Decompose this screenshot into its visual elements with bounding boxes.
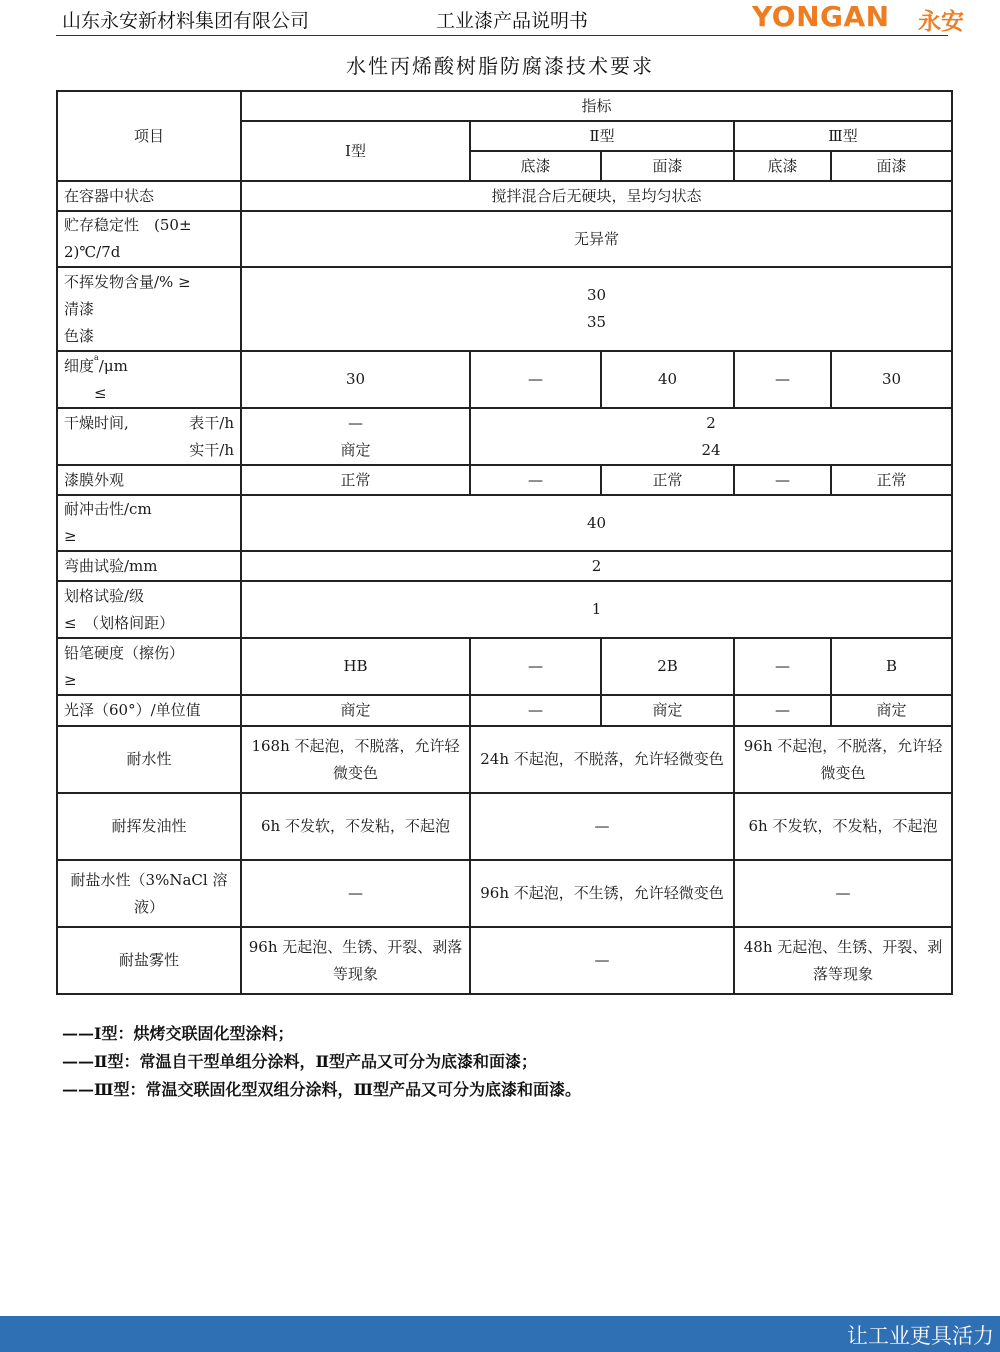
brand-logo-chinese: 永安: [918, 9, 964, 35]
row-label-sub: 实干/h: [189, 440, 234, 459]
brand-logo: YONGAN: [752, 0, 890, 33]
cell-type2-primer: —: [470, 351, 601, 408]
cell-line: 2: [706, 413, 716, 432]
cell-type3-primer: —: [734, 695, 831, 726]
cell-type3-primer: —: [734, 638, 831, 695]
row-label-text: 干燥时间,: [64, 413, 129, 432]
cell-type2: 96h 不起泡，不生锈，允许轻微变色: [470, 860, 734, 927]
cell-type3: 6h 不发软，不发粘，不起泡: [734, 793, 952, 860]
table-row: [57, 465, 952, 495]
row-label-line: 色漆: [64, 326, 95, 345]
cell-type2: —: [470, 793, 734, 860]
row-label-line: [64, 410, 234, 437]
note-line: ——Ⅰ型：烘烤交联固化型涂料；: [62, 1024, 294, 1043]
footer-bar: [0, 1316, 1000, 1352]
cell-type1: —: [241, 860, 470, 927]
row-label: [57, 267, 241, 351]
table-row: [57, 638, 952, 695]
table-row: [57, 927, 952, 994]
row-label: 光泽（60°）/单位值: [57, 695, 241, 726]
note-line: ——Ⅲ型：常温交联固化型双组分涂料，Ⅲ型产品又可分为底漆和面漆。: [62, 1080, 581, 1099]
row-value: [241, 267, 952, 351]
cell-type2-topcoat: 正常: [601, 465, 734, 495]
table-row: [57, 860, 952, 927]
table-row: [57, 408, 952, 465]
row-label-line: 铅笔硬度（擦伤）: [64, 643, 185, 662]
row-label-line: 2)℃/7d: [64, 243, 121, 261]
row-value: 无异常: [241, 211, 952, 267]
type-notes: [62, 1020, 581, 1104]
document-type: 工业漆产品说明书: [436, 10, 589, 32]
cell-type1: 168h 不起泡，不脱落，允许轻微变色: [241, 726, 470, 793]
row-label-line: 贮存稳定性 (50±: [64, 216, 192, 234]
cell-type1: [241, 408, 470, 465]
row-label: 耐挥发油性: [57, 793, 241, 860]
cell-type3: 96h 不起泡，不脱落，允许轻微变色: [734, 726, 952, 793]
company-name: 山东永安新材料集团有限公司: [62, 10, 310, 32]
footer-slogan: 让工业更具活力: [847, 1324, 994, 1348]
cell-type3-topcoat: 30: [831, 351, 952, 408]
row-label: 弯曲试验/mm: [57, 551, 241, 581]
cell-type3-primer: —: [734, 465, 831, 495]
row-label-line: 不挥发物含量/% ≥: [64, 272, 191, 291]
table-row: [57, 551, 952, 581]
row-label: [57, 495, 241, 551]
header-type3-topcoat: 面漆: [831, 151, 952, 181]
row-value-line: 35: [586, 313, 607, 331]
table-row: [57, 211, 952, 267]
header-type2-topcoat: 面漆: [601, 151, 734, 181]
cell-type3: 48h 无起泡、生锈、开裂、剥落等现象: [734, 927, 952, 994]
cell-type3-topcoat: 商定: [831, 695, 952, 726]
cell-type2-type3: [470, 408, 952, 465]
row-label: [57, 351, 241, 408]
row-label-text: 细度: [64, 356, 95, 375]
row-label-line: 划格试验/级: [64, 586, 145, 605]
row-label-line: ≤ （划格间距）: [64, 613, 175, 632]
row-value-line: 30: [586, 286, 607, 304]
row-label-unit: /μm: [98, 356, 128, 375]
header-type2-primer: 底漆: [470, 151, 601, 181]
row-label: [57, 581, 241, 638]
cell-type3-primer: —: [734, 351, 831, 408]
row-value: 2: [241, 551, 952, 581]
row-label-line: ≥: [64, 670, 77, 689]
footnote-marker: a: [94, 352, 99, 362]
row-label: 耐盐水性（3%NaCl 溶液）: [57, 860, 241, 927]
row-label: 漆膜外观: [57, 465, 241, 495]
table-row: [57, 793, 952, 860]
cell-line: 24: [701, 440, 721, 459]
row-label: [57, 638, 241, 695]
header-indicator: 指标: [241, 91, 952, 121]
table-row: [57, 181, 952, 211]
page-title: 水性丙烯酸树脂防腐漆技术要求: [346, 54, 654, 78]
cell-type2-topcoat: 商定: [601, 695, 734, 726]
header-type1: Ⅰ型: [241, 121, 470, 181]
row-label: 在容器中状态: [57, 181, 241, 211]
cell-type2-topcoat: 40: [601, 351, 734, 408]
cell-type3: —: [734, 860, 952, 927]
header-item: 项目: [57, 91, 241, 181]
cell-line: 商定: [340, 440, 371, 459]
row-label: 耐盐雾性: [57, 927, 241, 994]
note-line: ——Ⅱ型：常温自干型单组分涂料，Ⅱ型产品又可分为底漆和面漆；: [62, 1052, 537, 1071]
cell-type3-topcoat: B: [831, 638, 952, 695]
header-type2: Ⅱ型: [470, 121, 734, 151]
row-label-sub: 表干/h: [189, 413, 234, 432]
cell-type2-primer: —: [470, 638, 601, 695]
cell-type1: HB: [241, 638, 470, 695]
header-divider: [56, 35, 948, 36]
table-header-row: [57, 91, 952, 121]
row-value: 40: [241, 495, 952, 551]
row-label-line: 清漆: [64, 299, 95, 318]
row-label-line: 耐冲击性/cm: [64, 500, 152, 518]
cell-type1: 96h 无起泡、生锈、开裂、剥落等现象: [241, 927, 470, 994]
row-label-line: ≤: [94, 383, 107, 402]
row-label: [57, 408, 241, 465]
page-header: [0, 0, 1000, 40]
table-row: [57, 695, 952, 726]
table-row: [57, 581, 952, 638]
header-type3-primer: 底漆: [734, 151, 831, 181]
row-label: 耐水性: [57, 726, 241, 793]
table-row: [57, 495, 952, 551]
table-row: [57, 267, 952, 351]
cell-type1: 6h 不发软，不发粘，不起泡: [241, 793, 470, 860]
spec-table: [56, 90, 953, 995]
cell-type2-topcoat: 2B: [601, 638, 734, 695]
cell-type2-primer: —: [470, 695, 601, 726]
cell-type2-primer: —: [470, 465, 601, 495]
cell-line: —: [348, 413, 363, 432]
row-label: [57, 211, 241, 267]
table-row: [57, 351, 952, 408]
cell-type2: —: [470, 927, 734, 994]
cell-type2: 24h 不起泡，不脱落，允许轻微变色: [470, 726, 734, 793]
cell-type1: 商定: [241, 695, 470, 726]
row-label-line: ≥: [64, 527, 77, 545]
cell-type1: 30: [241, 351, 470, 408]
row-label-line: [64, 353, 234, 380]
table-row: [57, 726, 952, 793]
cell-type3-topcoat: 正常: [831, 465, 952, 495]
row-value: 搅拌混合后无硬块，呈均匀状态: [241, 181, 952, 211]
header-type3: Ⅲ型: [734, 121, 952, 151]
row-value: 1: [241, 581, 952, 638]
cell-type1: 正常: [241, 465, 470, 495]
